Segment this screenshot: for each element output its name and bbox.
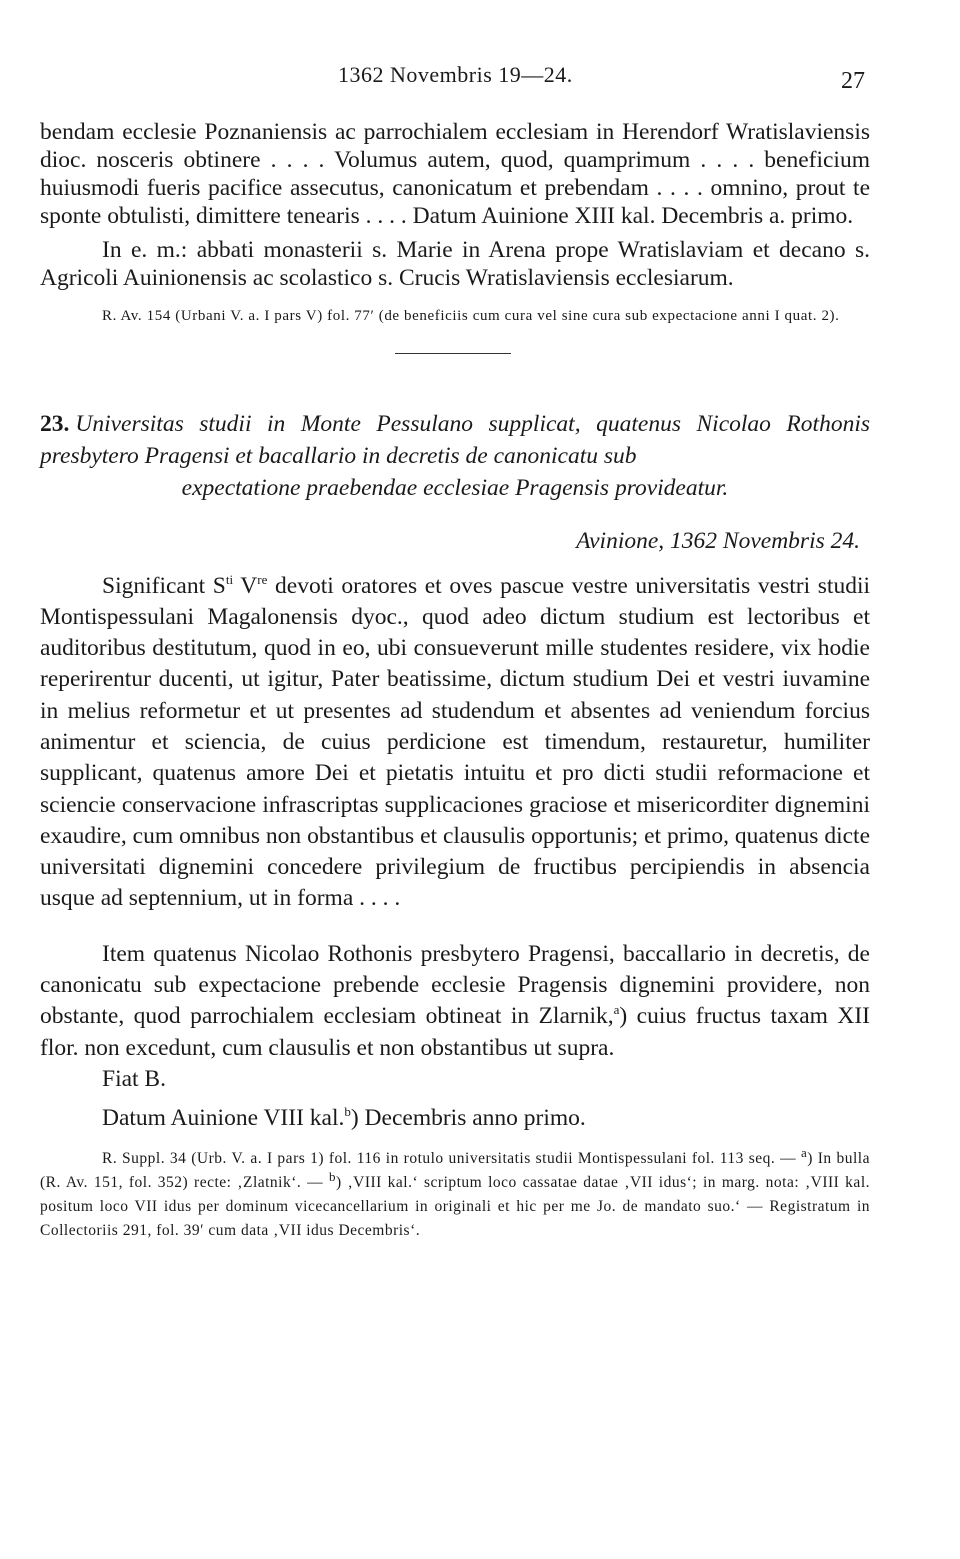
footnote-mark-a: a bbox=[613, 1002, 620, 1018]
previous-document-text: bendam ecclesie Poznaniensis ac parrochialem ecclesiam in Herendorf Wratislaviensis dioc. nosceris obtinere . . . . Volumus autem, quod, quamprimum . . . . beneficium huiusmodi fueris pacifice assecutus, canonicatum et prebendam . . . . omnino, prout te sponte obtulisti, dimittere tenearis . . . . Datum Auinione XIII kal. Decembris a. primo. bbox=[40, 119, 870, 229]
datum-line: Datum Auinione VIII kal.$^b$) Decembris anno primo. bbox=[102, 1104, 586, 1132]
footnote-mark-b: b bbox=[344, 1104, 351, 1120]
section-divider bbox=[395, 353, 511, 354]
footnote-text: R. Suppl. 34 (Urb. V. a. I pars 1) fol. 116 in rotulo universitatis studii Montispessulani fol. 113 seq. — $^a$) In bulla (R. Av. 151, fol. 352) recte: ‚Zlatnik‘. — $^b$) ‚VIII kal.‘ scriptum loco cassatae datae ‚VII idus‘; in marg. nota: ‚VIII kal. positum loco VII idus per dominum vicecancellarium in originali et hic per me Jo. de mandato suo.‘ — Registratum in Collectoriis 291, fol. 39′ cum data ‚VII idus Decembris‘. bbox=[40, 1144, 870, 1239]
footnote-mark-a: a bbox=[800, 1144, 808, 1160]
heading-last-line: expectatione praebendae ecclesiae Pragensis provideatur. bbox=[181, 475, 729, 501]
item-paragraph: Item quatenus Nicolao Rothonis presbytero Pragensi, baccallario in decretis, de canonicatu sub expectacione prebende ecclesie Pragensis dignemini providere, non obstante, quod parrochialem ecclesiam obtineat in Zlarnik,$^a$) cuius fructus taxam XII flor. non excedunt, cum clausulis et non obstantibus ut supra. bbox=[40, 940, 870, 1061]
source-note: R. Av. 154 (Urbani V. a. I pars V) fol. 77′ (de beneficiis cum cura vel sine cura sub expectacione anni I quat. 2). bbox=[102, 308, 840, 324]
superscript: ti bbox=[225, 571, 234, 587]
document-heading bbox=[40, 408, 870, 472]
superscript: re bbox=[257, 571, 268, 587]
footnote-mark-b: b bbox=[328, 1168, 336, 1184]
running-title: 1362 Novembris 19—24. bbox=[338, 62, 573, 87]
fiat-line: Fiat B. bbox=[102, 1065, 166, 1092]
heading-text: Universitas studii in Monte Pessulano supplicat, quatenus Nicolao Rothonis presbytero Pragensi et bacallario in decretis de canonicatu sub bbox=[40, 411, 870, 469]
dateline: Avinione, 1362 Novembris 24. bbox=[576, 527, 860, 554]
body-text bbox=[40, 118, 870, 1243]
letter-body bbox=[40, 571, 870, 1135]
document-number: 23. bbox=[40, 411, 70, 437]
page-number: 27 bbox=[841, 68, 865, 94]
page-header bbox=[0, 62, 960, 96]
petition-paragraph: Significant $S^{ti}$ Vre devoti oratores et oves pascue vestre universitatis vestri studii Montispessulani Magalonensis dyoc., quod adeo dictum studium est lectoribus et auditoribus destitutum, quod in eo, ubi consueverunt mille studentes residere, vix hodie reperirentur ducenti, ut igitur, Pater beatissime, dictum studium Dei et vestri iuvamine in melius reformetur et ut presentes ad studendum et absentes ad veniendum forcius animentur et sciencia, de cuius perdicione est timendum, restauretur, humiliter supplicant, quatenus amore Dei et pietatis intuitu et pro dicti studii reformacione et sciencie conservacione infrascriptas supplicaciones graciose et misericorditer dignemini exaudire, cum omnibus non obstantibus et clausulis opportunis; et primo, quatenus dicte universitati dignemini concedere privilegium de fructibus percipiendis in absencia usque ad septennium, ut in forma . . . . bbox=[40, 571, 871, 912]
footnotes bbox=[40, 1144, 870, 1243]
address-paragraph: In e. m.: abbati monasterii s. Marie in Arena prope Wratislaviam et decano s. Agricoli Auinionensis ac scolastico s. Crucis Wratislaviensis ecclesiarum. bbox=[40, 237, 870, 291]
